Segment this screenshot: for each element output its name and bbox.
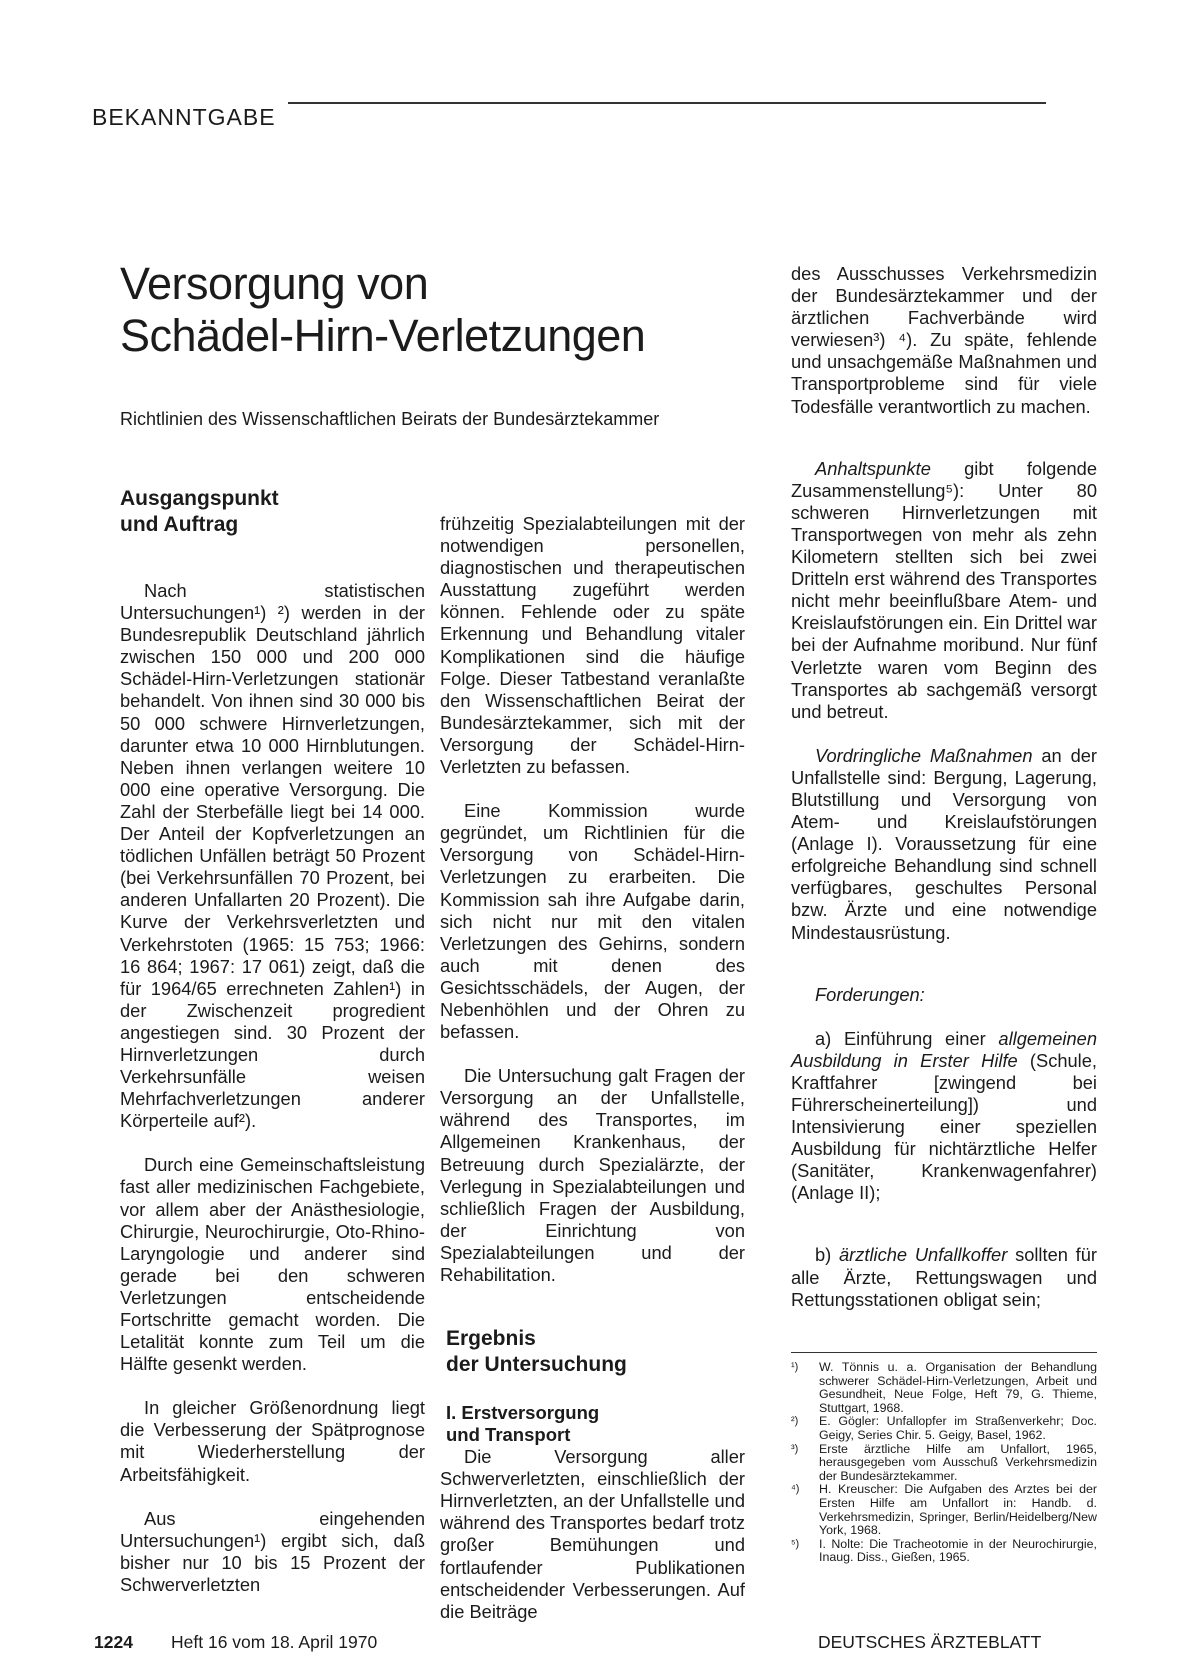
heading-line: Ergebnis bbox=[446, 1327, 536, 1351]
article-title bbox=[120, 258, 645, 362]
emphasis: Forderungen: bbox=[815, 983, 925, 1005]
paragraph-text: (Schule, Kraftfahrer [zwingend bei Führerscheinerteilung]) und Intensivierung einer speziellen Ausbildung für nichtärztliche Helfer (Sanitäter, Krankenwagenfahrer) (Anlage II); bbox=[791, 1049, 1097, 1204]
footnote-mark: ²) bbox=[791, 1415, 799, 1428]
journal-name: DEUTSCHES ÄRZTEBLATT bbox=[818, 1632, 1042, 1652]
heading-ausgangspunkt bbox=[120, 486, 279, 538]
paragraph bbox=[791, 745, 1097, 944]
paragraph: Eine Kommission wurde gegründet, um Richtlinien für die Versorgung von Schädel-Hirn-Verletzungen zu erarbeiten. Die Kommission sah ihre Aufgabe darin, sich nicht nur mit den vitalen Verletzungen des Gehirns, sondern auch mit denen des Gesichtsschädels, der Augen, der Nebenhöhlen und der Ohren zu befassen. bbox=[440, 800, 745, 1043]
emphasis: Vordringliche Maßnahmen bbox=[815, 744, 1033, 766]
footnote bbox=[791, 1361, 1097, 1415]
paragraph: Nach statistischen Untersuchungen¹) ²) werden in der Bundesrepublik Deutschland jährlich zwischen 150 000 und 200 000 Schädel-Hirn-Verletzungen stationär behandelt. Von ihnen sind 30 000 bis 50 000 schwere Hirnverletzungen, darunter etwa 10 000 Hirnblutungen. Neben ihnen verlangen weitere 10 000 eine operative Versorgung. Die Zahl der Sterbefälle liegt bei 14 000. Der Anteil der Kopfverletzungen an tödlichen Unfällen beträgt 50 Prozent (bei Verkehrsunfällen 70 Prozent, bei anderen Unfallarten 20 Prozent). Die Kurve der Verkehrsverletzten und Verkehrstoten (1965: 15 753; 1966: 16 864; 1967: 17 061) zeigt, daß die für 1964/65 errechneten Zahlen¹) in der Zwischenzeit progredient angestiegen sind. 30 Prozent der Hirnverletzungen durch Verkehrsunfälle weisen Mehrfachverletzungen anderer Körperteile auf²). bbox=[120, 580, 425, 1132]
header-rule bbox=[288, 102, 1046, 104]
footnotes bbox=[791, 1361, 1097, 1565]
paragraph-text: a) Einführung einer bbox=[815, 1027, 999, 1049]
subheading-line: I. Erstversorgung bbox=[446, 1402, 600, 1424]
footnote-mark: ⁴) bbox=[791, 1483, 800, 1496]
column-1 bbox=[120, 580, 425, 1596]
page-number: 1224 bbox=[94, 1632, 133, 1652]
paragraph: Durch eine Gemeinschaftsleistung fast aller medizinischen Fachgebiete, vor allem aber der Anästhesiologie, Chirurgie, Neurochirurgie, Oto-Rhino-Laryngologie und anderer sind gerade bei den schweren Verletzungen entscheidende Fortschritte gemacht worden. Die Letalität konnte zum Teil um die Hälfte gesenkt werden. bbox=[120, 1154, 425, 1375]
paragraph: frühzeitig Spezialabteilungen mit der notwendigen personellen, diagnostischen und therapeutischen Ausstattung zugeführt werden können. Fehlende oder zu späte Erkennung und Behandlung vitaler Komplikationen sind die häufige Folge. Dieser Tatbestand veranlaßte den Wissenschaftlichen Beirat der Bundesärztekammer, sich mit der Versorgung der Schädel-Hirn-Verletzten zu befassen. bbox=[440, 513, 745, 778]
column-3 bbox=[791, 263, 1097, 1311]
footnote-mark: ⁵) bbox=[791, 1537, 800, 1550]
paragraph-text: sollten für alle Ärzte, Rettungswagen und Rettungsstationen obligat sein; bbox=[791, 1244, 1097, 1310]
title-line-2: Schädel-Hirn-Verletzungen bbox=[120, 310, 646, 361]
footnote-text: W. Tönnis u. a. Organisation der Behandlung schwerer Schädel-Hirn-Verletzungen, Arbeit und Gesundheit, Neue Folge, Heft 79, G. Thieme, Stuttgart, 1968. bbox=[819, 1360, 1097, 1415]
footnote-mark: ³) bbox=[791, 1442, 799, 1455]
paragraph: Die Untersuchung galt Fragen der Versorgung an der Unfallstelle, während des Transportes, im Allgemeinen Krankenhaus, der Betreuung durch Spezialärzte, der Verlegung in Spezialabteilungen und schließlich Fragen der Ausbildung, der Einrichtung von Spezialabteilungen und der Rehabilitation. bbox=[440, 1065, 745, 1285]
title-line-1: Versorgung von bbox=[120, 258, 429, 309]
article-subtitle: Richtlinien des Wissenschaftlichen Beirats der Bundesärztekammer bbox=[120, 409, 660, 429]
footnote-text: Erste ärztliche Hilfe am Unfallort, 1965, herausgegeben vom Ausschuß Verkehrsmedizin der Bundesärztekammer. bbox=[819, 1441, 1097, 1483]
emphasis: Anhaltspunkte bbox=[815, 457, 931, 479]
emphasis: allgemeinen Ausbildung in Erster Hilfe bbox=[791, 1027, 1097, 1071]
footnote bbox=[791, 1443, 1097, 1484]
paragraph: Die Versorgung aller Schwerverletzten, einschließlich der Hirnverletzten, an der Unfallstelle und während des Transportes bedarf trotz großer Bemühungen und fortlaufender Publikationen entscheidender Verbesserungen. Auf die Beiträge bbox=[440, 1446, 745, 1622]
paragraph: des Ausschusses Verkehrsmedizin der Bundesärztekammer und der ärztlichen Fachverbände wird verwiesen³) ⁴). Zu späte, fehlende und unsachgemäße Maßnahmen und Transportprobleme sind für viele Todesfälle verantwortlich zu machen. bbox=[791, 263, 1097, 417]
subheading-erstversorgung bbox=[446, 1402, 745, 1446]
heading-line: der Untersuchung bbox=[446, 1353, 627, 1377]
subheading-line: und Transport bbox=[446, 1424, 571, 1446]
footnote bbox=[791, 1415, 1097, 1442]
issue-info: Heft 16 vom 18. April 1970 bbox=[171, 1632, 378, 1652]
paragraph: Aus eingehenden Untersuchungen¹) ergibt sich, daß bisher nur 10 bis 15 Prozent der Schwerverletzten bbox=[120, 1507, 425, 1595]
paragraph-text: b) bbox=[815, 1244, 840, 1266]
emphasis: ärztliche Unfallkoffer bbox=[839, 1244, 1008, 1266]
paragraph bbox=[791, 458, 1097, 723]
heading-line: Ausgangspunkt bbox=[120, 487, 279, 510]
demand-b bbox=[791, 1244, 1097, 1310]
column-2 bbox=[440, 513, 745, 1623]
footnote-mark: ¹) bbox=[791, 1361, 799, 1373]
paragraph: In gleicher Größenordnung liegt die Verbesserung der Spätprognose mit Wiederherstellung der Arbeitsfähigkeit. bbox=[120, 1397, 425, 1485]
heading-ergebnis bbox=[446, 1326, 745, 1378]
paragraph-text: an der Unfallstelle sind: Bergung, Lagerung, Blutstillung und Versorgung von Atem- und Kreislaufstörungen (Anlage I). Voraussetzung für eine erfolgreiche Behandlung sind schnell verfügbares, geschultes Personal bzw. Ärzte und eine notwendige Mindestausrüstung. bbox=[791, 744, 1097, 943]
footnote-text: H. Kreuscher: Die Aufgaben des Arztes bei der Ersten Hilfe am Unfallort in: Handb. d. Verkehrsmedizin, Springer, Berlin/Heidelberg/New York, 1968. bbox=[819, 1482, 1097, 1538]
heading-line: und Auftrag bbox=[120, 513, 239, 536]
footnote bbox=[791, 1538, 1097, 1565]
footnote-text: I. Nolte: Die Tracheotomie in der Neurochirurgie, Inaug. Diss., Gießen, 1965. bbox=[819, 1536, 1097, 1565]
footnote bbox=[791, 1483, 1097, 1537]
forderungen-label bbox=[791, 984, 1097, 1006]
section-label: BEKANNTGABE bbox=[92, 104, 276, 130]
footnote-text: E. Gögler: Unfallopfer im Straßenverkehr; Doc. Geigy, Series Chir. 5. Geigy, Basel, 1962. bbox=[819, 1414, 1097, 1442]
paragraph-text: gibt folgende Zusammenstellung⁵): Unter 80 schweren Hirnverletzungen mit Transportwegen von mehr als zehn Kilometern stellten sich bei zwei Dritteln erst während des Transportes nicht mehr beeinflußbare Atem- und Kreislaufstörungen ein. Ein Drittel war bei der Aufnahme moribund. Nur fünf Verletzte waren vom Beginn des Transportes ab sachgemäß versorgt und betreut. bbox=[791, 457, 1097, 722]
demand-a bbox=[791, 1028, 1097, 1205]
footnote-rule bbox=[791, 1352, 1097, 1353]
